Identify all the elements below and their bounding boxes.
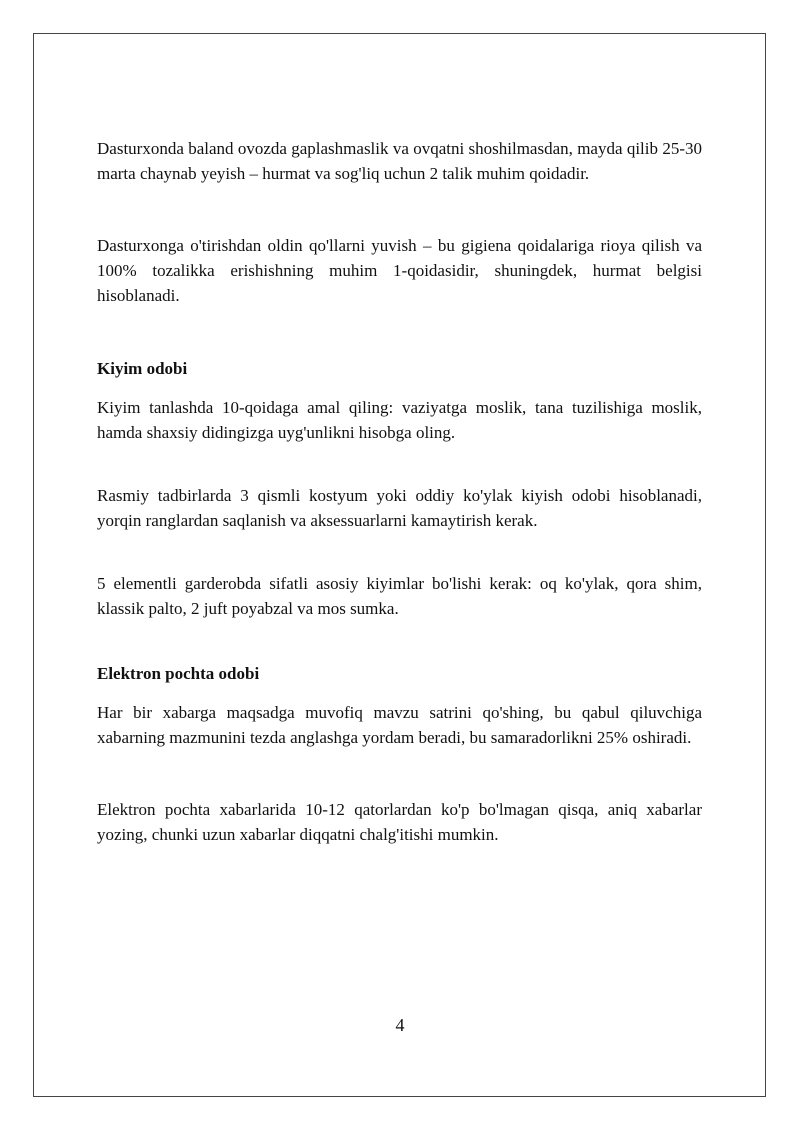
paragraph-clothing-2: Rasmiy tadbirlarda 3 qismli kostyum yoki oddiy ko'ylak kiyish odobi hisoblanadi, yorqin ranglardan saqlanish va aksessuarlarni kamaytirish kerak. <box>97 486 702 530</box>
paragraph-table-etiquette-2: Dasturxonga o'tirishdan oldin qo'llarni yuvish – bu gigiena qoidalariga rioya qilish va 100% tozalikka erishishning muhim 1-qoidasidir, shuningdek, hurmat belgisi hisoblanadi. <box>97 236 702 305</box>
paragraph-table-etiquette-1: Dasturxonda baland ovozda gaplashmaslik va ovqatni shoshilmasdan, mayda qilib 25-30 marta chaynab yeyish – hurmat va sog'liq uchun 2 talik muhim qoidadir. <box>97 139 702 183</box>
paragraph-email-1: Har bir xabarga maqsadga muvofiq mavzu satrini qo'shing, bu qabul qiluvchiga xabarning mazmunini tezda anglashga yordam beradi, bu samaradorlikni 25% oshiradi. <box>97 703 702 747</box>
page-content <box>97 136 702 847</box>
page-number: 4 <box>395 1015 405 1035</box>
heading-clothing-etiquette: Kiyim odobi <box>97 359 188 378</box>
paragraph-clothing-3: 5 elementli garderobda sifatli asosiy kiyimlar bo'lishi kerak: oq ko'ylak, qora shim, klassik palto, 2 juft poyabzal va mos sumka. <box>97 574 702 618</box>
paragraph-email-2: Elektron pochta xabarlarida 10-12 qatorlardan ko'p bo'lmagan qisqa, aniq xabarlar yozing, chunki uzun xabarlar diqqatni chalg'itishi mumkin. <box>97 800 702 844</box>
heading-email-etiquette: Elektron pochta odobi <box>97 664 260 683</box>
paragraph-clothing-1: Kiyim tanlashda 10-qoidaga amal qiling: vaziyatga moslik, tana tuzilishiga moslik, hamda shaxsiy didingizga uyg'unlikni hisobga oling. <box>97 398 702 442</box>
